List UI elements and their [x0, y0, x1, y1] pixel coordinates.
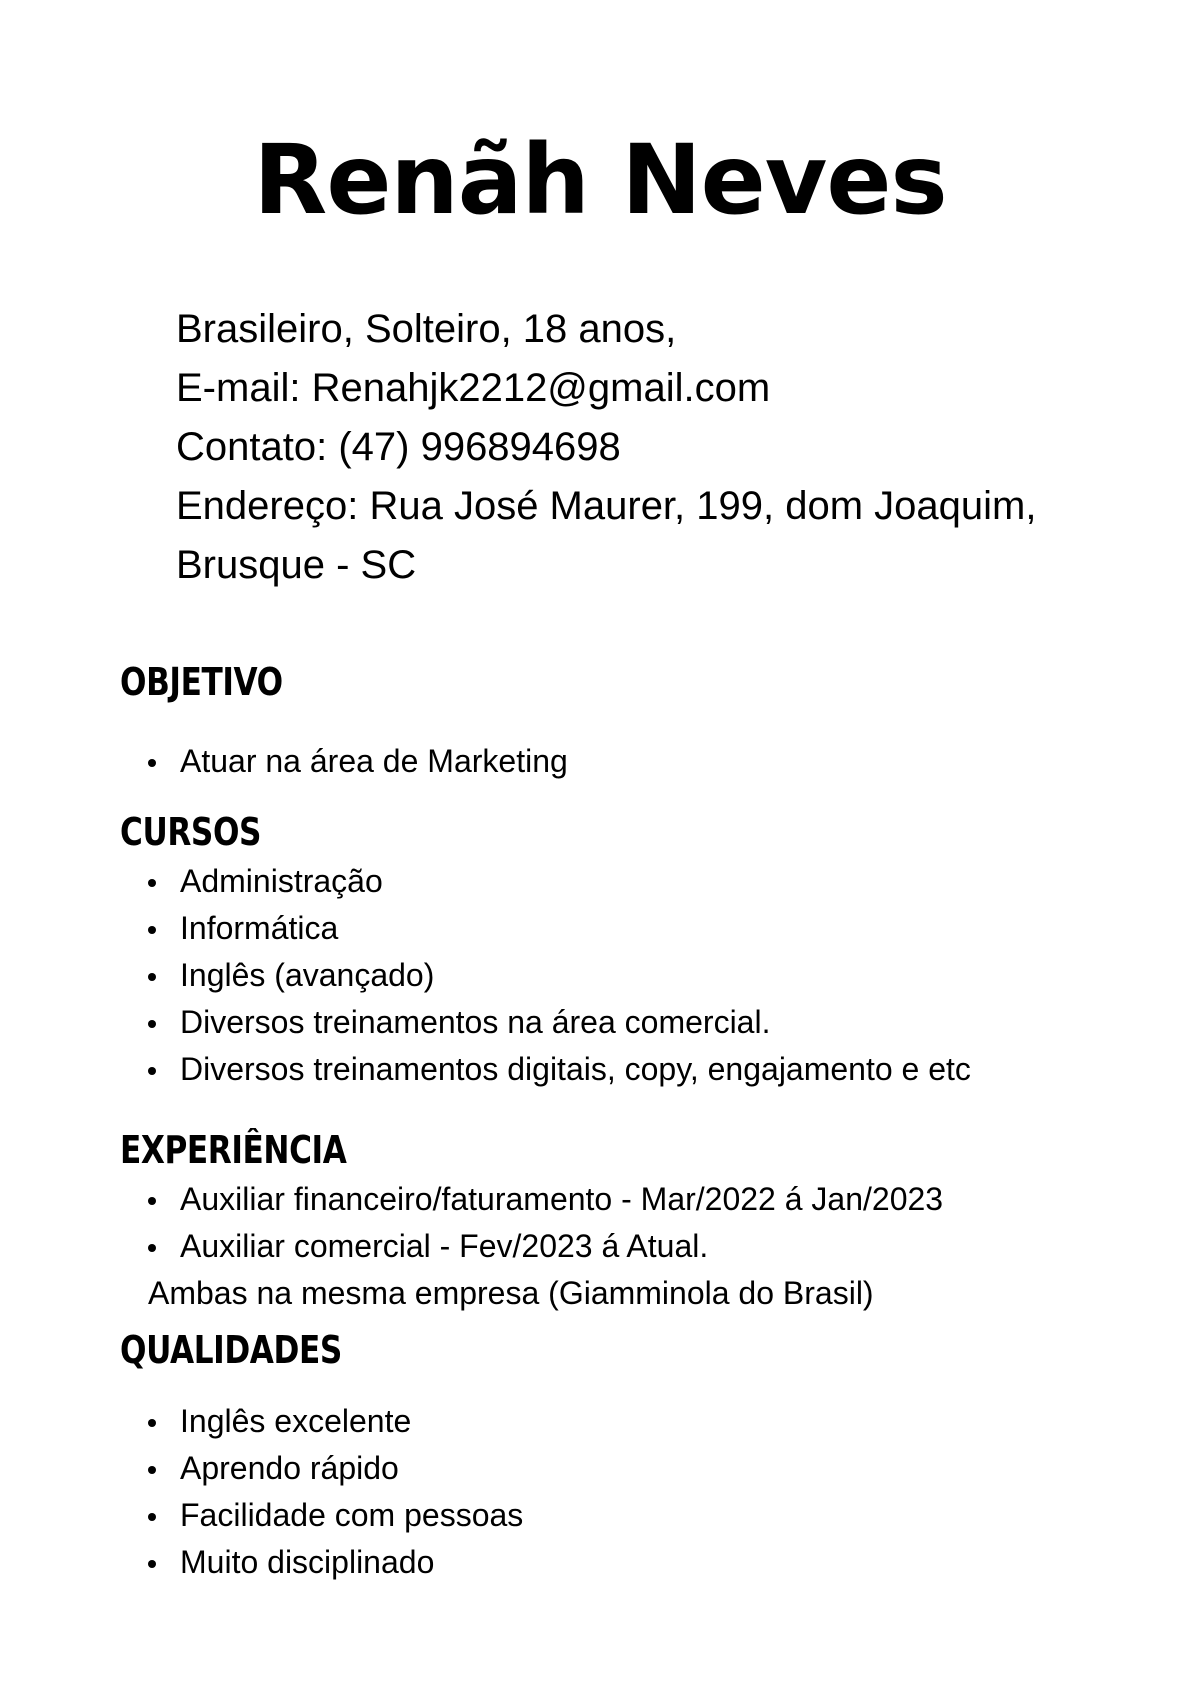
address-line: Endereço: Rua José Maurer, 199, dom Joaquim,	[176, 484, 1037, 528]
experiencia-note: Ambas na mesma empresa (Giamminola do Brasil)	[148, 1275, 874, 1311]
list-item: Diversos treinamentos digitais, copy, engajamento e etc	[140, 1046, 971, 1093]
section-title-cursos: CURSOS	[120, 810, 262, 854]
qualidades-list	[140, 1398, 523, 1586]
candidate-name: Renãh Neves	[253, 124, 947, 236]
section-title-experiencia: EXPERIÊNCIA	[120, 1128, 347, 1172]
list-item: Atuar na área de Marketing	[140, 738, 568, 785]
section-title-objetivo: OBJETIVO	[120, 660, 283, 704]
phone-line: Contato: (47) 996894698	[176, 425, 621, 469]
section-title-qualidades: QUALIDADES	[120, 1328, 342, 1372]
cursos-list	[140, 858, 971, 1093]
list-item: Aprendo rápido	[140, 1445, 523, 1492]
list-item: Facilidade com pessoas	[140, 1492, 523, 1539]
experiencia-list	[140, 1176, 943, 1270]
address-city-line: Brusque - SC	[176, 543, 417, 587]
list-item: Inglês (avançado)	[140, 952, 971, 999]
list-item: Auxiliar comercial - Fev/2023 á Atual.	[140, 1223, 943, 1270]
list-item: Inglês excelente	[140, 1398, 523, 1445]
email-line: E-mail: Renahjk2212@gmail.com	[176, 366, 771, 410]
list-item: Informática	[140, 905, 971, 952]
list-item: Muito disciplinado	[140, 1539, 523, 1586]
objetivo-list	[140, 738, 568, 785]
list-item: Diversos treinamentos na área comercial.	[140, 999, 971, 1046]
personal-info	[176, 300, 1036, 595]
personal-info-line: Brasileiro, Solteiro, 18 anos,	[176, 307, 677, 351]
list-item: Auxiliar financeiro/faturamento - Mar/2022 á Jan/2023	[140, 1176, 943, 1223]
list-item: Administração	[140, 858, 971, 905]
